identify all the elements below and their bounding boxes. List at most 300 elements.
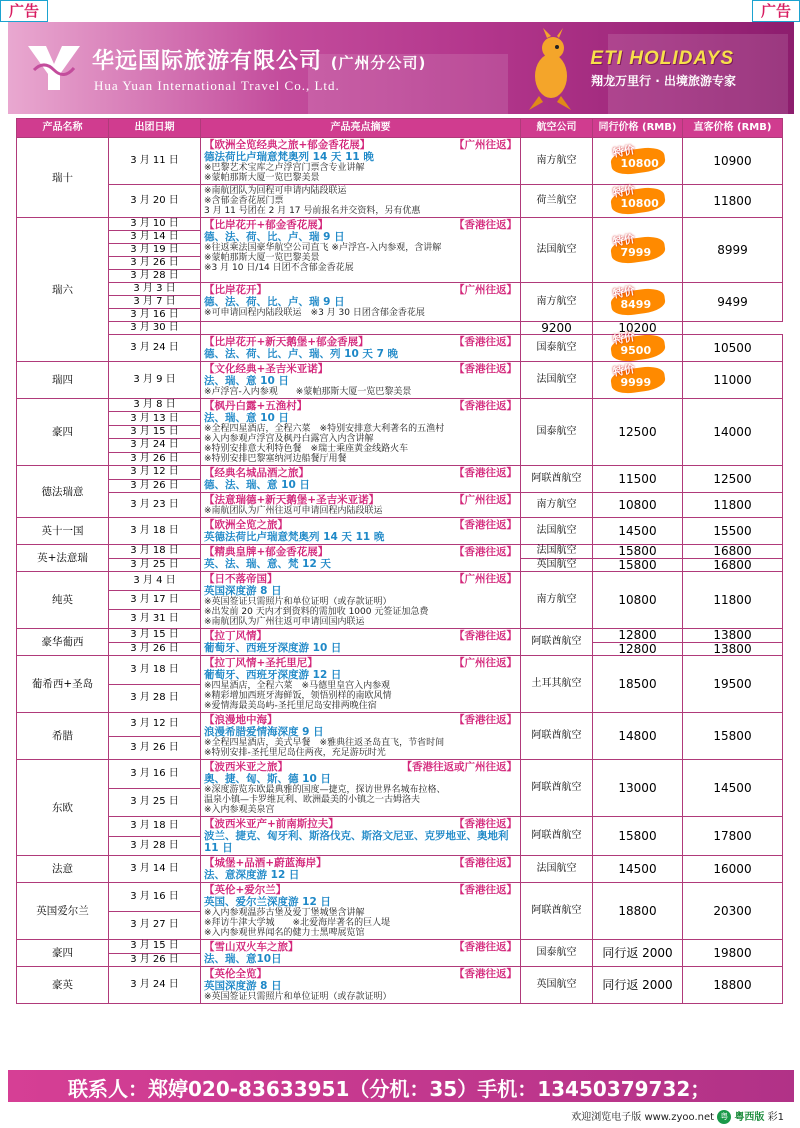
itinerary-note: ※全程四星酒店，全程六菜 ※特别安排意大利著名的五渔村: [204, 424, 445, 434]
product-title-line: [204, 941, 517, 953]
departure-date[interactable]: 3 月 20 日: [109, 185, 201, 218]
route-tag: 【香港往返】: [454, 818, 517, 830]
product-name: 瑞十: [17, 138, 109, 218]
product-title-line: [204, 857, 517, 869]
company-branch: (广州分公司): [330, 54, 427, 72]
peer-price: 18500: [593, 656, 683, 713]
route-tag: 【香港往返或广州往返】: [401, 761, 517, 773]
departure-date[interactable]: 3 月 25 日: [109, 788, 201, 817]
product-title[interactable]: 【文化经典+圣吉米亚诺】: [204, 363, 329, 375]
departure-date[interactable]: 3 月 12 日: [109, 466, 201, 480]
badge-label: 特价: [611, 284, 636, 301]
itinerary-note: ※特别安排意大利特色餐 ※瑞士乘座黄金线路火车: [204, 444, 409, 454]
departure-date[interactable]: 3 月 26 日: [109, 736, 201, 760]
itinerary-summary: 英、法、瑞、意、梵 12 天: [204, 558, 331, 570]
direct-price: 8999: [683, 218, 783, 283]
product-highlights: [201, 629, 521, 656]
product-title[interactable]: 【雪山双火车之旅】: [204, 941, 299, 953]
product-name: 希腊: [17, 713, 109, 760]
direct-price: 11800: [683, 493, 783, 518]
peer-price: [593, 283, 683, 322]
special-price: 8499: [620, 298, 652, 311]
direct-price: 10500: [683, 335, 783, 362]
product-title-line: [204, 761, 517, 773]
product-title[interactable]: 【城堡+品酒+蔚蓝海岸】: [204, 857, 327, 869]
company-name-cn: 华远国际旅游有限公司: [92, 49, 323, 74]
product-title[interactable]: 【经典名城品酒之旅】: [204, 467, 309, 479]
direct-price: 10900: [683, 138, 783, 185]
departure-date[interactable]: 3 月 8 日: [109, 399, 201, 412]
route-tag: 【香港往返】: [454, 968, 517, 980]
peer-price: [593, 362, 683, 399]
route-tag: 【香港往返】: [454, 630, 517, 642]
itinerary-summary: 德、法、荷、比、卢、瑞 9 日: [204, 296, 345, 308]
itinerary-note: ※南航团队为广州往返可申请回国内联运: [204, 617, 365, 627]
direct-price: 16000: [683, 856, 783, 883]
peer-price: 同行返 2000: [593, 940, 683, 967]
product-name: 德法瑞意: [17, 466, 109, 518]
airline: 法国航空: [521, 218, 593, 283]
product-highlights: [201, 283, 521, 322]
peer-price: 10800: [593, 493, 683, 518]
product-title[interactable]: 【波西米亚之旅】: [204, 761, 288, 773]
special-price: 7999: [620, 246, 652, 259]
product-title-line: [204, 657, 517, 669]
route-tag: 【广州往返】: [454, 139, 517, 151]
header-banner: [8, 22, 794, 114]
product-name: 豪四: [17, 940, 109, 967]
airline: 法国航空: [521, 362, 593, 399]
airline: 阿联酋航空: [521, 629, 593, 656]
airline: 法国航空: [521, 856, 593, 883]
special-price-badge: [609, 362, 667, 392]
direct-price: 19500: [683, 656, 783, 713]
ad-label-right[interactable]: 广告: [752, 0, 800, 22]
airline: 南方航空: [521, 572, 593, 629]
product-highlights: [201, 940, 521, 967]
column-header: 航空公司: [521, 119, 593, 138]
badge-label: 特价: [611, 330, 636, 347]
direct-price: 15800: [683, 713, 783, 760]
route-tag: 【香港往返】: [454, 546, 517, 558]
itinerary-summary: 德、法、荷、比、卢、瑞、列 10 天 7 晚: [204, 348, 399, 360]
itinerary-summary: 法、瑞、意 10 日: [204, 412, 289, 424]
table-row: [17, 362, 783, 399]
route-tag: 【广州往返】: [454, 573, 517, 585]
product-highlights: [201, 138, 521, 185]
departure-date[interactable]: 3 月 15 日: [109, 629, 201, 643]
itinerary-note: ※入内参观世界闻名的健力士黑啤展览馆: [204, 928, 365, 938]
product-title-line: [204, 467, 517, 479]
product-name: 瑞六: [17, 218, 109, 362]
direct-price: 16800: [683, 558, 783, 572]
table-header-row: [17, 119, 783, 138]
direct-price: 11000: [683, 362, 783, 399]
peer-price: 10800: [593, 572, 683, 629]
departure-date[interactable]: 3 月 7 日: [109, 296, 201, 309]
departure-date[interactable]: 3 月 14 日: [109, 231, 201, 244]
product-title[interactable]: 【欧洲全览经典之旅+郁金香花展】: [204, 139, 371, 151]
itinerary-note: ※四星酒店，全程六菜 ※马德里皇宫入内参观: [204, 681, 391, 691]
route-tag: 【香港往返】: [454, 884, 517, 896]
product-title[interactable]: 【欧洲全览之旅】: [204, 519, 288, 531]
product-title-line: [204, 219, 517, 231]
itinerary-summary: 德法荷比卢瑞意梵奥列 14 天 11 晚: [204, 151, 374, 163]
itinerary-note: ※含郁金香花展门票: [204, 196, 284, 206]
departure-date[interactable]: 3 月 30 日: [109, 322, 201, 335]
itinerary-note: ※南航团队为广州往返可申请回程内陆段联运: [204, 506, 383, 516]
direct-price: 20300: [683, 883, 783, 940]
departure-date[interactable]: 3 月 16 日: [109, 309, 201, 322]
product-name: 瑞四: [17, 362, 109, 399]
route-tag: 【广州往返】: [454, 657, 517, 669]
product-title-line: [204, 363, 517, 375]
product-name: 法意: [17, 856, 109, 883]
itinerary-note: ※入内参观温莎古堡及爱丁堡城堡含讲解: [204, 908, 365, 918]
departure-date[interactable]: 3 月 18 日: [109, 545, 201, 559]
departure-date[interactable]: 3 月 24 日: [109, 335, 201, 362]
departure-date[interactable]: 3 月 12 日: [109, 713, 201, 737]
departure-date[interactable]: 3 月 11 日: [109, 138, 201, 185]
direct-price: 13800: [683, 642, 783, 656]
itinerary-summary: 英国、爱尔兰深度游 12 日: [204, 896, 331, 908]
special-price: 10800: [620, 197, 659, 210]
airline: 阿联酋航空: [521, 883, 593, 940]
itinerary-note: ※出发前 20 天内才到资料的需加收 1000 元签证加急费: [204, 607, 429, 617]
direct-price: 14500: [683, 760, 783, 817]
itinerary-note: ※英国签证只需照片和单位证明（或存款证明）: [204, 992, 392, 1002]
product-title-line: [204, 546, 517, 558]
product-title[interactable]: 【波西米亚产+前南斯拉夫】: [204, 818, 339, 830]
itinerary-summary: 英国深度游 8 日: [204, 585, 282, 597]
product-title[interactable]: 【枫丹白露+五渔村】: [204, 400, 308, 412]
product-title[interactable]: 【比岸花开+郁金香花展】: [204, 219, 329, 231]
company-name-en: Hua Yuan International Travel Co., Ltd.: [94, 78, 340, 93]
product-highlights: [201, 518, 521, 545]
column-header: 同行价格 (RMB): [593, 119, 683, 138]
direct-price: 14000: [683, 399, 783, 466]
peer-price: 同行返 2000: [593, 967, 683, 1004]
peer-price: 15800: [593, 545, 683, 559]
itinerary-note: ※特别安排-圣托里尼岛住两夜，充足游玩时光: [204, 748, 386, 758]
airline: 国泰航空: [521, 399, 593, 466]
product-title[interactable]: 【拉丁风情+圣托里尼】: [204, 657, 318, 669]
product-title-line: [204, 573, 517, 585]
airline: 阿联酋航空: [521, 713, 593, 760]
badge-label: 特价: [611, 362, 636, 379]
product-title-line: [204, 400, 517, 412]
ad-label-left[interactable]: 广告: [0, 0, 48, 22]
product-highlights: [201, 185, 521, 218]
product-name: 豪华葡西: [17, 629, 109, 656]
peer-price: 9200: [521, 322, 593, 335]
product-title[interactable]: 【英伦+爱尔兰】: [204, 884, 287, 896]
product-name: 豪英: [17, 967, 109, 1004]
airline: 国泰航空: [521, 335, 593, 362]
badge-label: 特价: [611, 143, 636, 160]
product-title-line: [204, 139, 517, 151]
departure-date[interactable]: 3 月 24 日: [109, 967, 201, 1004]
peer-price: [593, 218, 683, 283]
table-row: [17, 856, 783, 883]
itinerary-note: 3 月 11 号团在 2 月 17 号前报名并交资料，另有优惠: [204, 206, 421, 216]
table-row: [17, 817, 783, 837]
product-title[interactable]: 【浪漫地中海】: [204, 714, 278, 726]
direct-price: 16800: [683, 545, 783, 559]
badge-label: 特价: [611, 232, 636, 249]
column-header: 产品名称: [17, 119, 109, 138]
product-title[interactable]: 【法意瑞德+新天鹅堡+圣吉米亚诺】: [204, 494, 380, 506]
itinerary-note: ※蒙帕那斯大厦一览巴黎美景: [204, 253, 320, 263]
departure-date[interactable]: 3 月 26 日: [109, 953, 201, 967]
peer-price: 14800: [593, 713, 683, 760]
product-highlights: [201, 817, 521, 856]
table-row: [17, 138, 783, 185]
departure-date[interactable]: 3 月 9 日: [109, 362, 201, 399]
itinerary-note: ※深度游览东欧最典雅的国度—捷克，探访世界名城布拉格、: [204, 785, 446, 795]
direct-price: 9499: [683, 283, 783, 322]
itinerary-note: ※入内参观美泉宫: [204, 805, 275, 815]
departure-date[interactable]: 3 月 13 日: [109, 412, 201, 425]
route-tag: 【香港往返】: [454, 714, 517, 726]
product-highlights: [201, 493, 521, 518]
special-price-badge: [609, 232, 667, 262]
product-name: 东欧: [17, 760, 109, 856]
product-name: 英十一国: [17, 518, 109, 545]
product-name: 纯英: [17, 572, 109, 629]
badge-label: 特价: [611, 183, 636, 200]
itinerary-note: ※可申请回程内陆段联运 ※3 月 30 日团含郁金香花展: [204, 308, 425, 318]
footer-bar: [8, 1070, 794, 1102]
product-title-line: [204, 494, 517, 506]
product-highlights: [201, 713, 521, 760]
route-tag: 【香港往返】: [454, 219, 517, 231]
route-tag: 【香港往返】: [454, 467, 517, 479]
product-highlights: [201, 572, 521, 629]
route-tag: 【香港往返】: [454, 857, 517, 869]
departure-date[interactable]: 3 月 16 日: [109, 883, 201, 912]
departure-date[interactable]: 3 月 28 日: [109, 836, 201, 856]
route-tag: 【广州往返】: [454, 494, 517, 506]
bottom-caption: [571, 1108, 784, 1124]
table-row: [17, 518, 783, 545]
departure-date[interactable]: 3 月 26 日: [109, 479, 201, 493]
departure-date[interactable]: 3 月 18 日: [109, 817, 201, 837]
airline: 土耳其航空: [521, 656, 593, 713]
product-highlights: [201, 856, 521, 883]
peer-price: [593, 330, 683, 362]
itinerary-note: ※巴黎艺术宝库之卢浮宫门票含专业讲解: [204, 163, 365, 173]
table-row: [17, 713, 783, 737]
peer-price: 14500: [593, 518, 683, 545]
product-highlights: [201, 218, 521, 283]
airline: 英国航空: [521, 967, 593, 1004]
route-tag: 【香港往返】: [454, 400, 517, 412]
departure-date[interactable]: 3 月 24 日: [109, 439, 201, 452]
route-tag: 【香港往返】: [454, 519, 517, 531]
itinerary-note: ※卢浮宫-入内参观 ※蒙帕那斯大厦一览巴黎美景: [204, 387, 412, 397]
table-row: [17, 940, 783, 954]
departure-date[interactable]: 3 月 3 日: [109, 283, 201, 296]
itinerary-note: ※拜访牛津大学城 ※北爱海岸著名的巨人堤: [204, 918, 391, 928]
route-tag: 【香港往返】: [454, 363, 517, 375]
product-title[interactable]: 【日不落帝国】: [204, 573, 278, 585]
itinerary-note: ※3 月 10 日/14 日团不含郁金香花展: [204, 263, 354, 273]
brand-logo-text: ETI HOLIDAYS: [590, 48, 734, 69]
product-title-line: [204, 884, 517, 896]
airline: 南方航空: [521, 493, 593, 518]
peer-price: 11500: [593, 466, 683, 493]
product-title-line: [204, 630, 517, 642]
departure-date[interactable]: 3 月 19 日: [109, 244, 201, 257]
product-name: 英国爱尔兰: [17, 883, 109, 940]
departure-date[interactable]: 3 月 26 日: [109, 642, 201, 656]
product-title-line: [204, 714, 517, 726]
column-header: 产品亮点摘要: [201, 119, 521, 138]
direct-price: 12500: [683, 466, 783, 493]
bottom-text: 欢迎浏览电子版: [571, 1112, 642, 1123]
itinerary-note: 温泉小镇—卡罗维瓦利、欧洲最美的小镇之一古姆洛夫: [204, 795, 421, 805]
departure-date[interactable]: 3 月 15 日: [109, 425, 201, 438]
itinerary-note: ※精彩增加西班牙海鲜饭，领悟别样的南欧风情: [204, 691, 392, 701]
table-row: [17, 283, 783, 296]
table-row: [17, 967, 783, 1004]
airline: 法国航空: [521, 518, 593, 545]
direct-price: 10200: [593, 322, 683, 335]
direct-price: 17800: [683, 817, 783, 856]
special-price: 10800: [620, 157, 659, 170]
table-row: [17, 545, 783, 559]
departure-date[interactable]: 3 月 15 日: [109, 940, 201, 954]
table-row: [17, 760, 783, 789]
product-highlights: [201, 883, 521, 940]
peer-price: 12800: [593, 629, 683, 643]
itinerary-summary: 法、瑞、意 10 日: [204, 375, 289, 387]
product-table: [16, 118, 783, 1004]
peer-price: [593, 185, 683, 218]
peer-price: 12800: [593, 642, 683, 656]
product-name: 葡希西+圣岛: [17, 656, 109, 713]
departure-date[interactable]: 3 月 16 日: [109, 760, 201, 789]
table-row: [17, 629, 783, 643]
edition-label: 粤西版: [734, 1112, 765, 1123]
table-row: [17, 656, 783, 685]
product-highlights: [201, 466, 521, 493]
special-price-badge: [609, 183, 667, 213]
departure-date[interactable]: 3 月 4 日: [109, 572, 201, 591]
company-logo-icon: [24, 40, 84, 94]
contact-info[interactable]: 联系人：郑婷020-83633951（分机：35）手机：13450379732；: [68, 1077, 711, 1101]
departure-date[interactable]: 3 月 14 日: [109, 856, 201, 883]
airline: 阿联酋航空: [521, 817, 593, 856]
product-highlights: [201, 362, 521, 399]
departure-date[interactable]: 3 月 26 日: [109, 257, 201, 270]
product-highlights: [201, 335, 521, 362]
table-row: [17, 335, 783, 362]
peer-price: 18800: [593, 883, 683, 940]
departure-date[interactable]: 3 月 28 日: [109, 684, 201, 713]
product-title[interactable]: 【精典皇牌+郁金香花展】: [204, 546, 329, 558]
company-name: [92, 44, 426, 75]
itinerary-note: ※蒙帕那斯大厦一览巴黎美景: [204, 173, 320, 183]
special-price: 9999: [620, 376, 652, 389]
direct-price: 18800: [683, 967, 783, 1004]
departure-date[interactable]: 3 月 23 日: [109, 493, 201, 518]
site-link[interactable]: www.zyoo.net: [644, 1112, 715, 1123]
product-title[interactable]: 【比岸花开+新天鹅堡+郁金香展】: [204, 336, 369, 348]
product-highlights: [201, 656, 521, 713]
departure-date[interactable]: 3 月 18 日: [109, 518, 201, 545]
product-title-line: [204, 336, 517, 348]
product-highlights: [201, 322, 521, 335]
itinerary-summary: 德、法、瑞、意 10 日: [204, 479, 310, 491]
departure-date[interactable]: 3 月 28 日: [109, 270, 201, 283]
direct-price: 11800: [683, 572, 783, 629]
table-row: [17, 466, 783, 480]
itinerary-note: ※爱情海最美岛屿-圣托里尼岛安排两晚住宿: [204, 701, 377, 711]
page-number: 彩1: [767, 1112, 784, 1123]
airline: 南方航空: [521, 283, 593, 322]
airline: 法国航空: [521, 545, 593, 559]
product-title[interactable]: 【英伦全览】: [204, 968, 267, 980]
itinerary-summary: 奥、捷、匈、斯、德 10 日: [204, 773, 331, 785]
product-name: 英+法意瑞: [17, 545, 109, 572]
table-row: [17, 493, 783, 518]
departure-date[interactable]: 3 月 26 日: [109, 452, 201, 465]
itinerary-note: ※特别安排巴黎塞纳河边船餐厅用餐: [204, 454, 347, 464]
peer-price: 15800: [593, 817, 683, 856]
itinerary-summary: 葡萄牙、西班牙深度游 12 日: [204, 669, 342, 681]
departure-date[interactable]: 3 月 25 日: [109, 558, 201, 572]
direct-price: 15500: [683, 518, 783, 545]
departure-date[interactable]: 3 月 27 日: [109, 911, 201, 940]
departure-date[interactable]: 3 月 18 日: [109, 656, 201, 685]
table-row: [17, 185, 783, 218]
itinerary-note: ※南航团队为回程可申请内陆段联运: [204, 186, 347, 196]
special-price-badge: [609, 284, 667, 314]
departure-date[interactable]: 3 月 31 日: [109, 610, 201, 629]
table-row: [17, 399, 783, 412]
product-highlights: [201, 545, 521, 572]
itinerary-summary: 葡萄牙、西班牙深度游 10 日: [204, 642, 342, 654]
direct-price: 19800: [683, 940, 783, 967]
peer-price: 14500: [593, 856, 683, 883]
special-price-badge: [609, 330, 667, 360]
itinerary-summary: 波兰、捷克、匈牙利、斯洛伐克、斯洛文尼亚、克罗地亚、奥地利 11 日: [204, 830, 509, 854]
table-row: [17, 218, 783, 231]
special-price-badge: [609, 143, 667, 173]
product-name: 豪四: [17, 399, 109, 466]
product-title-line: [204, 284, 517, 296]
itinerary-summary: 法、意深度游 12 日: [204, 869, 300, 881]
product-highlights: [201, 760, 521, 817]
product-title[interactable]: 【拉丁风情】: [204, 630, 267, 642]
product-title[interactable]: 【比岸花开】: [204, 284, 267, 296]
itinerary-summary: 英国深度游 8 日: [204, 980, 282, 992]
departure-date[interactable]: 3 月 17 日: [109, 591, 201, 610]
brand-slogan: 翔龙万里行 · 出境旅游专家: [591, 74, 736, 88]
table-row: [17, 322, 783, 335]
airline: 英国航空: [521, 558, 593, 572]
table-row: [17, 572, 783, 591]
special-price: 9500: [620, 344, 652, 357]
route-tag: 【香港往返】: [454, 336, 517, 348]
direct-price: 13800: [683, 629, 783, 643]
departure-date[interactable]: 3 月 10 日: [109, 218, 201, 231]
publisher-logo-icon: 粤: [717, 1110, 731, 1124]
itinerary-note: ※英国签证只需照片和单位证明（或存款证明）: [204, 597, 392, 607]
itinerary-summary: 浪漫希腊爱情海深度 9 日: [204, 726, 324, 738]
